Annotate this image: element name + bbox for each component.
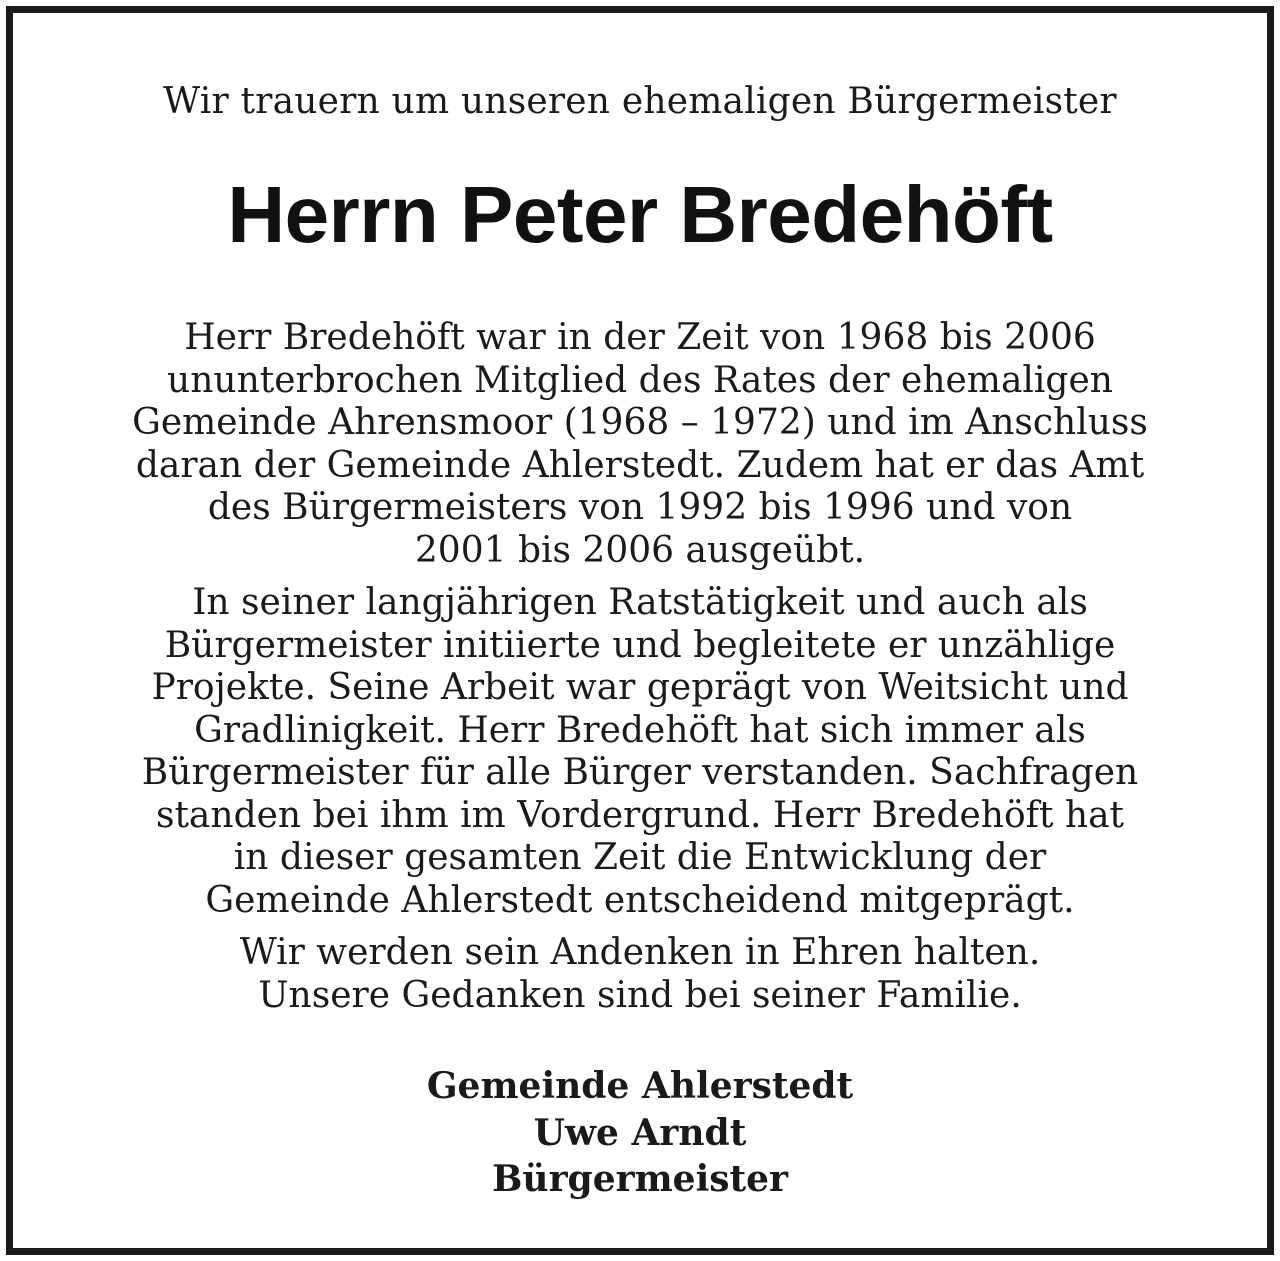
text-line: Herr Bredehöft war in der Zeit von 1968 bis 2006	[184, 317, 1096, 358]
text-line: des Bürgermeisters von 1992 bis 1996 und von	[207, 487, 1073, 528]
text-line: standen bei ihm im Vordergrund. Herr Bredehöft hat	[155, 794, 1125, 836]
signature-organization: Gemeinde Ahlerstedt	[426, 1065, 854, 1107]
text-line: In seiner langjährigen Ratstätigkeit und auch als	[192, 582, 1088, 623]
paragraph-achievements	[13, 582, 1267, 922]
text-line: Wir werden sein Andenken in Ehren halten.	[239, 932, 1041, 973]
text-line: Gemeinde Ahrensmoor (1968 – 1972) und im Anschluss	[132, 402, 1148, 443]
text-line: daran der Gemeinde Ahlerstedt. Zudem hat er das Amt	[135, 444, 1145, 486]
paragraph-closing	[13, 932, 1267, 1017]
text-line: Gradlinigkeit. Herr Bredehöft hat sich immer als	[194, 709, 1086, 751]
signature-role: Bürgermeister	[491, 1158, 789, 1200]
text-line: ununterbrochen Mitglied des Rates der ehemaligen	[167, 359, 1113, 401]
notice-body	[13, 317, 1267, 1017]
text-line: Unsere Gedanken sind bei seiner Familie.	[258, 974, 1022, 1016]
intro-line: Wir trauern um unseren ehemaligen Bürgermeister	[163, 81, 1117, 122]
text-line: Bürgermeister für alle Bürger verstanden. Sachfragen	[141, 752, 1139, 793]
notice-frame	[6, 6, 1274, 1255]
text-line: Projekte. Seine Arbeit war geprägt von Weitsicht und	[151, 667, 1129, 708]
deceased-name: Herrn Peter Bredehöft	[227, 170, 1053, 259]
text-line: Bürgermeister initiierte und begleitete er unzählige	[164, 624, 1116, 666]
text-line: Gemeinde Ahlerstedt entscheidend mitgeprägt.	[205, 879, 1075, 921]
text-line: in dieser gesamten Zeit die Entwicklung der	[233, 837, 1047, 878]
text-line: 2001 bis 2006 ausgeübt.	[414, 529, 866, 571]
signature-person: Uwe Arndt	[533, 1111, 747, 1154]
paragraph-career	[13, 317, 1267, 572]
signature-block	[13, 1063, 1267, 1203]
